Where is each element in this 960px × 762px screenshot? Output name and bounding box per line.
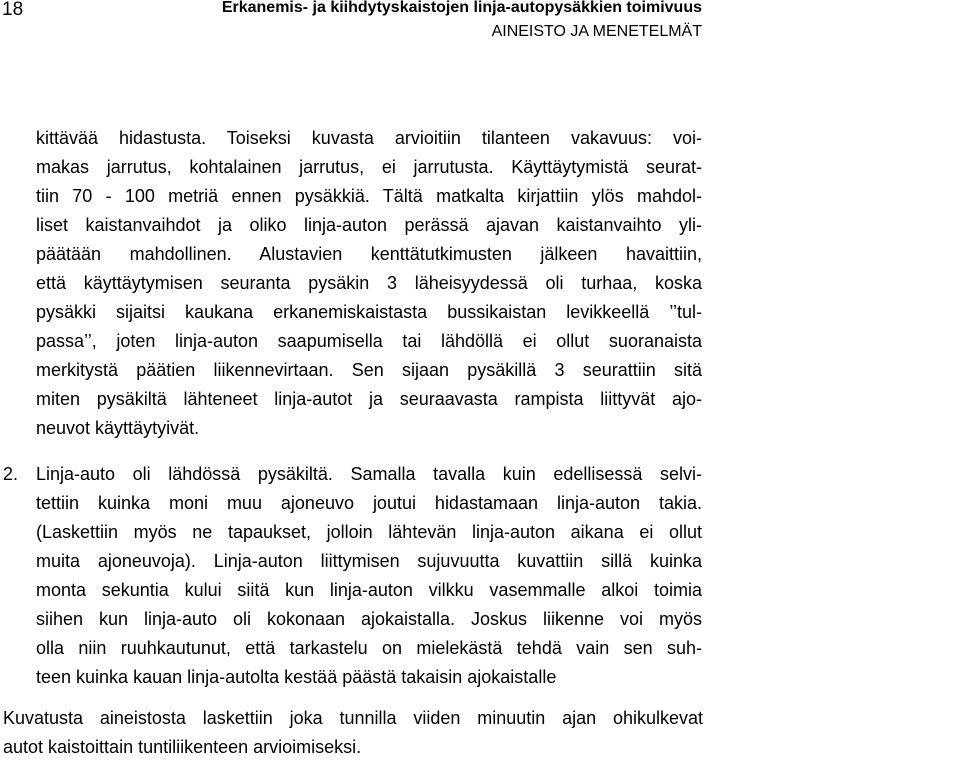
text-line: siihen kun linja-auto oli kokonaan ajokaistalla. Joskus liikenne voi myös (36, 609, 702, 629)
text-line: pysäkki sijaitsi kaukana erkanemiskaistasta bussikaistan levikkeellä ’’tul- (36, 302, 702, 322)
text-line: neuvot käyttäytyivät. (36, 418, 200, 438)
text-line: Kuvatusta aineistosta laskettiin joka tunnilla viiden minuutin ajan ohikulkevat (3, 708, 703, 728)
text-line: (Laskettiin myös ne tapaukset, jolloin lähtevän linja-auton aikana ei ollut (36, 522, 702, 542)
text-line: miten pysäkiltä lähteneet linja-autot ja seuraavasta rampista liittyvät ajo- (36, 389, 702, 409)
text-line: autot kaistoittain tuntiliikenteen arvioimiseksi. (3, 737, 362, 757)
text-line: tettiin kuinka moni muu ajoneuvo joutui hidastamaan linja-auton takia. (36, 493, 702, 513)
text-line: Linja-auto oli lähdössä pysäkiltä. Samalla tavalla kuin edellisessä selvi- (36, 464, 702, 484)
text-line: makas jarrutus, kohtalainen jarrutus, ei jarrutusta. Käyttäytymistä seurat- (36, 157, 702, 177)
text-line: passa’’, joten linja-auton saapumisella tai lähdöllä ei ollut suoranaista (36, 331, 702, 351)
running-header-title: Erkanemis- ja kiihdytyskaistojen linja-autopysäkkien toimivuus (221, 0, 702, 16)
text-line: monta sekuntia kului siitä kun linja-auton vilkku vasemmalle alkoi toimia (36, 580, 702, 600)
text-line: kittävää hidastusta. Toiseksi kuvasta arvioitiin tilanteen vakavuus: voi- (36, 128, 702, 148)
text-line: merkitystä päätien liikennevirtaan. Sen sijaan pysäkillä 3 seurattiin sitä (36, 360, 702, 380)
list-item-body (36, 460, 702, 692)
text-line: muita ajoneuvoja). Linja-auton liittymisen sujuvuutta kuvattiin sillä kuinka (36, 551, 702, 571)
text-line: että käyttäytymisen seuranta pysäkin 3 läheisyydessä oli turhaa, koska (36, 273, 702, 293)
text-line: teen kuinka kauan linja-autolta kestää päästä takaisin ajokaistalle (36, 667, 557, 687)
text-line: päätään mahdollinen. Alustavien kenttätutkimusten jälkeen havaittiin, (36, 244, 702, 264)
text-line: olla niin ruuhkautunut, että tarkastelu on mielekästä tehdä vain sen suh- (36, 638, 702, 658)
body-paragraph (36, 124, 702, 443)
text-line: liset kaistanvaihdot ja oliko linja-auton perässä ajavan kaistanvaihto yli- (36, 215, 702, 235)
page-number: 18 (2, 0, 24, 20)
running-header-section: AINEISTO JA MENETELMÄT (491, 23, 702, 40)
text-line: tiin 70 - 100 metriä ennen pysäkkiä. Tältä matkalta kirjattiin ylös mahdol- (36, 186, 702, 206)
list-item-number: 2. (3, 464, 19, 484)
closing-paragraph (3, 704, 703, 762)
